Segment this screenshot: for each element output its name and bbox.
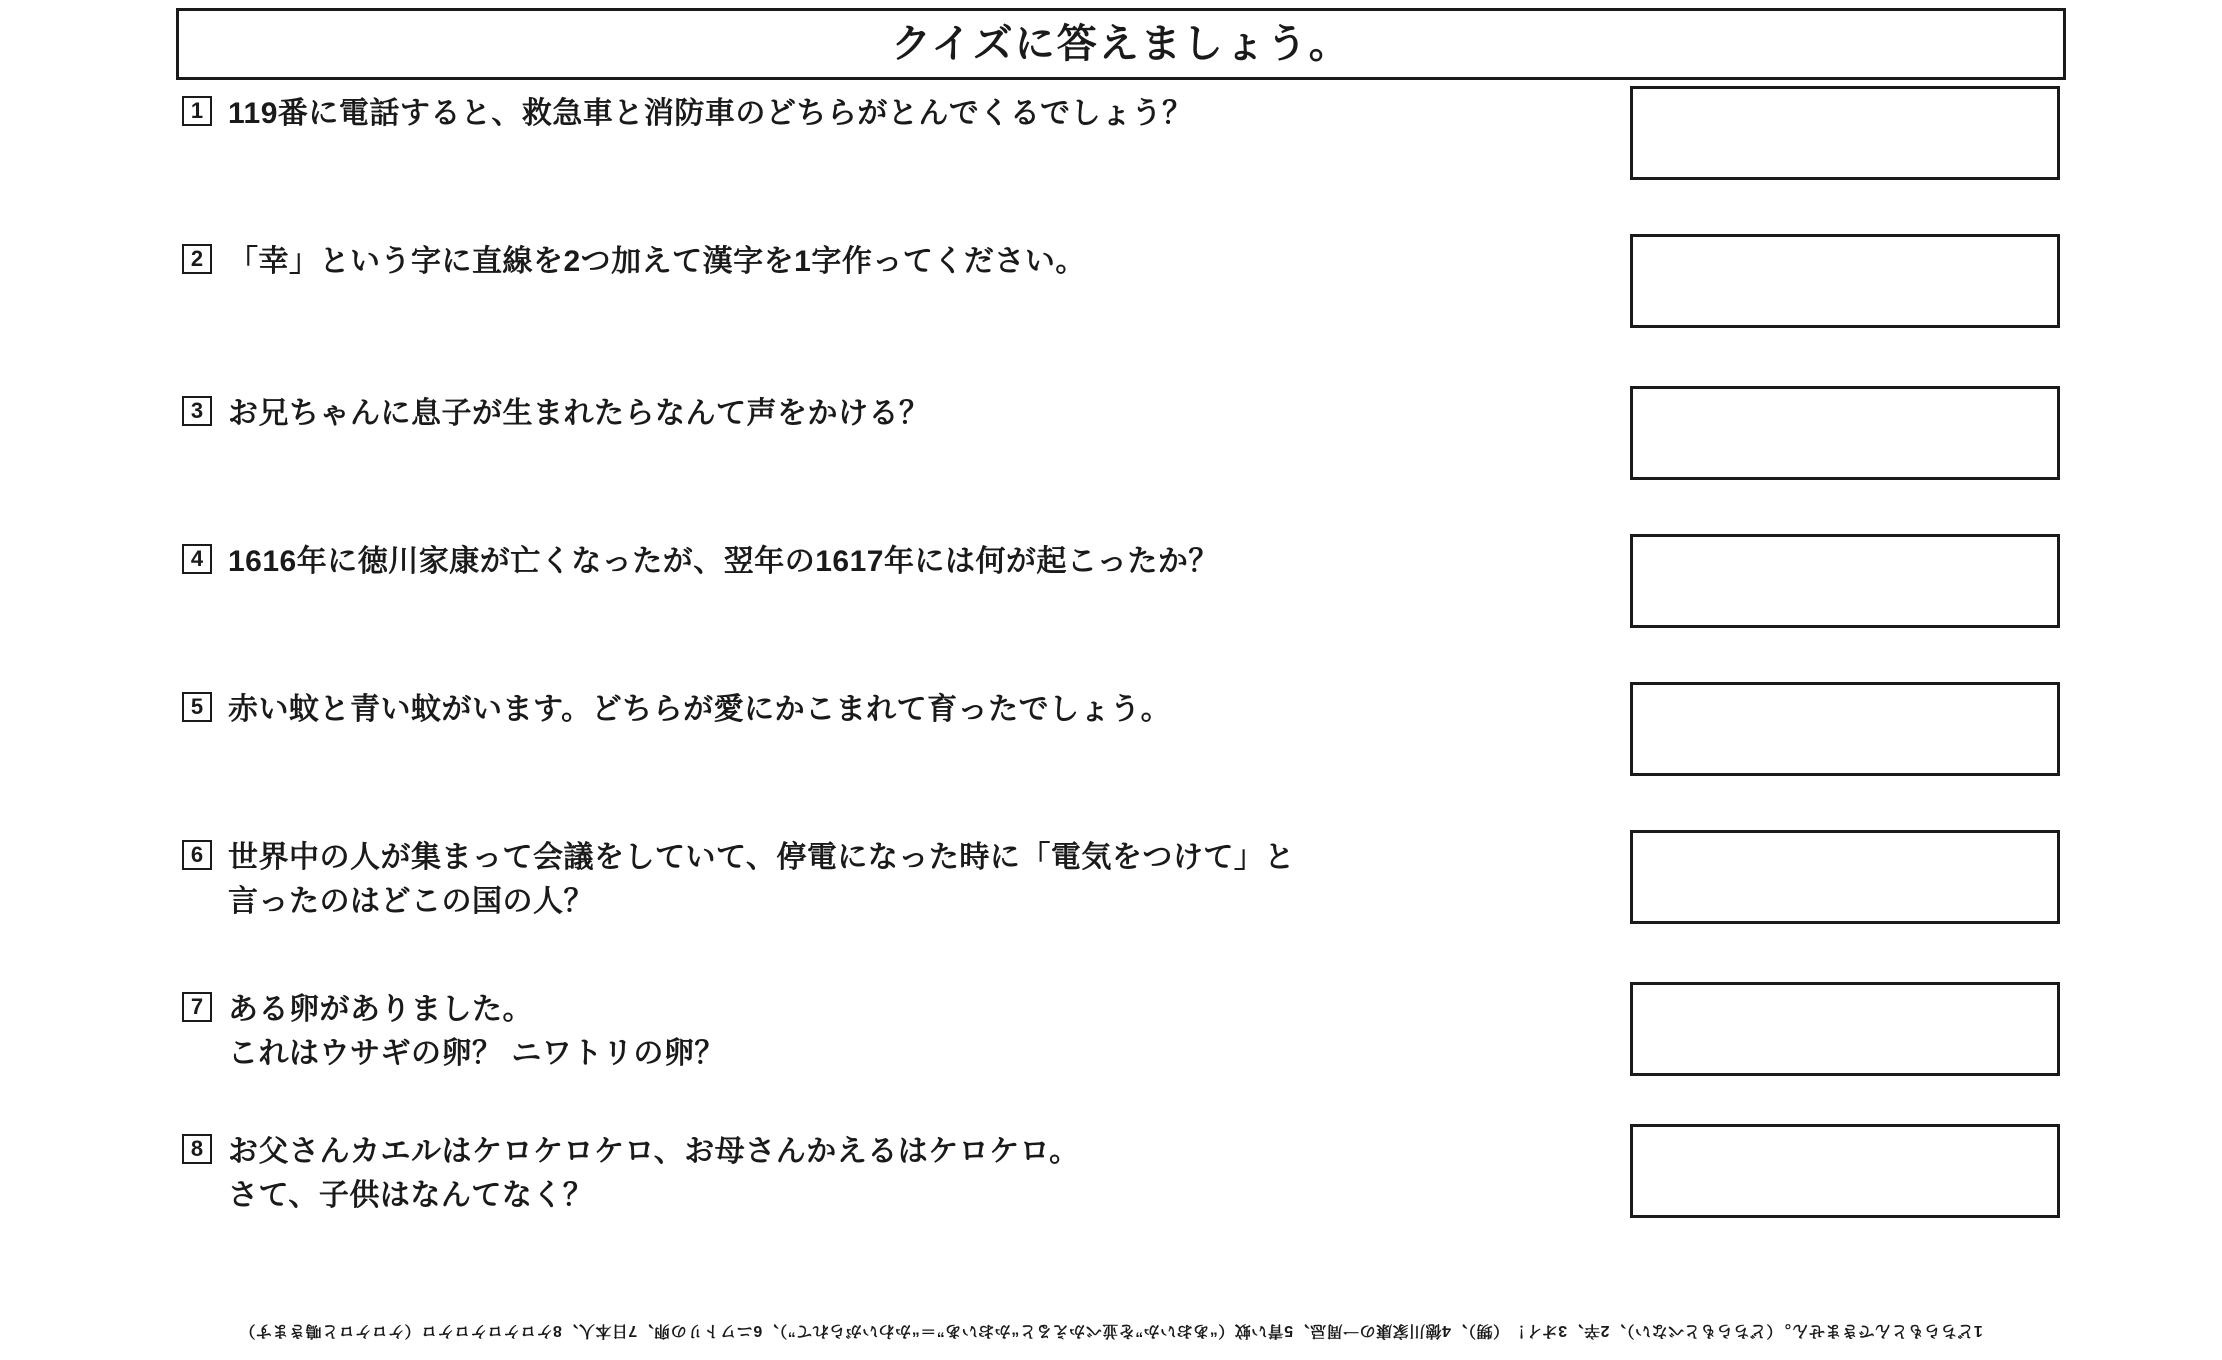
question-row bbox=[0, 840, 2222, 992]
question-number: 8 bbox=[182, 1134, 212, 1164]
question-text bbox=[228, 392, 1598, 436]
question-number: 4 bbox=[182, 544, 212, 574]
question-row bbox=[0, 96, 2222, 244]
answer-box[interactable] bbox=[1630, 682, 2060, 776]
question-text bbox=[228, 836, 1598, 923]
answer-box[interactable] bbox=[1630, 386, 2060, 480]
question-text bbox=[228, 92, 1598, 136]
question-text bbox=[228, 240, 1598, 284]
page-title: クイズに答えましょう。 bbox=[891, 22, 1351, 66]
question-line-1: ある卵がありました。 bbox=[228, 993, 533, 1026]
title-box bbox=[176, 8, 2066, 80]
answer-box[interactable] bbox=[1630, 86, 2060, 180]
question-text bbox=[228, 688, 1598, 732]
question-row bbox=[0, 544, 2222, 692]
question-row bbox=[0, 992, 2222, 1134]
question-line-1: 赤い蚊と青い蚊がいます。どちらが愛にかこまれて育ったでしょう。 bbox=[228, 693, 1172, 726]
answer-box[interactable] bbox=[1630, 830, 2060, 924]
question-number: 2 bbox=[182, 244, 212, 274]
question-row bbox=[0, 244, 2222, 396]
question-line-1: 「幸」という字に直線を2つ加えて漢字を1字作ってください。 bbox=[228, 245, 1086, 278]
question-text bbox=[228, 1130, 1598, 1217]
question-text bbox=[228, 988, 1598, 1075]
question-row bbox=[0, 692, 2222, 840]
answer-box[interactable] bbox=[1630, 234, 2060, 328]
question-line-1: お父さんカエルはケロケロケロ、お母さんかえるはケロケロ。 bbox=[228, 1135, 1080, 1168]
question-line-2: これはウサギの卵？ ニワトリの卵？ bbox=[228, 1036, 725, 1070]
question-list bbox=[0, 96, 2222, 1274]
question-line-2: 言ったのはどこの国の人？ bbox=[228, 884, 594, 918]
question-number: 3 bbox=[182, 396, 212, 426]
question-row bbox=[0, 1134, 2222, 1274]
question-row bbox=[0, 396, 2222, 544]
question-number: 7 bbox=[182, 992, 212, 1022]
answer-box[interactable] bbox=[1630, 534, 2060, 628]
question-line-1: 1616年に徳川家康が亡くなったが、翌年の1617年には何が起こったか？ bbox=[228, 545, 1219, 578]
question-line-1: 119番に電話すると、救急車と消防車のどちらがとんでくるでしょう？ bbox=[228, 97, 1193, 130]
question-number: 1 bbox=[182, 96, 212, 126]
answer-key-text: 1どちらもとんできません。（どちらもとべない）、2辛、3オイ！（甥）、4徳川家康の一周忌、5青い蚊（“あおいか”を並べかえると“かおいあ”＝“かわいがられて”）、6ニワトリの卵、7日本人、8ケロケロケロケロ（ケロケロと鳴きます） bbox=[239, 1322, 1983, 1339]
question-text bbox=[228, 540, 1598, 584]
question-number: 5 bbox=[182, 692, 212, 722]
question-line-2: さて、子供はなんてなく？ bbox=[228, 1178, 594, 1212]
question-line-1: 世界中の人が集まって会議をしていて、停電になった時に「電気をつけて」と bbox=[228, 841, 1295, 874]
question-line-1: お兄ちゃんに息子が生まれたらなんて声をかける？ bbox=[228, 397, 930, 430]
answer-key-footer bbox=[0, 1321, 2222, 1344]
question-number: 6 bbox=[182, 840, 212, 870]
answer-box[interactable] bbox=[1630, 982, 2060, 1076]
answer-box[interactable] bbox=[1630, 1124, 2060, 1218]
